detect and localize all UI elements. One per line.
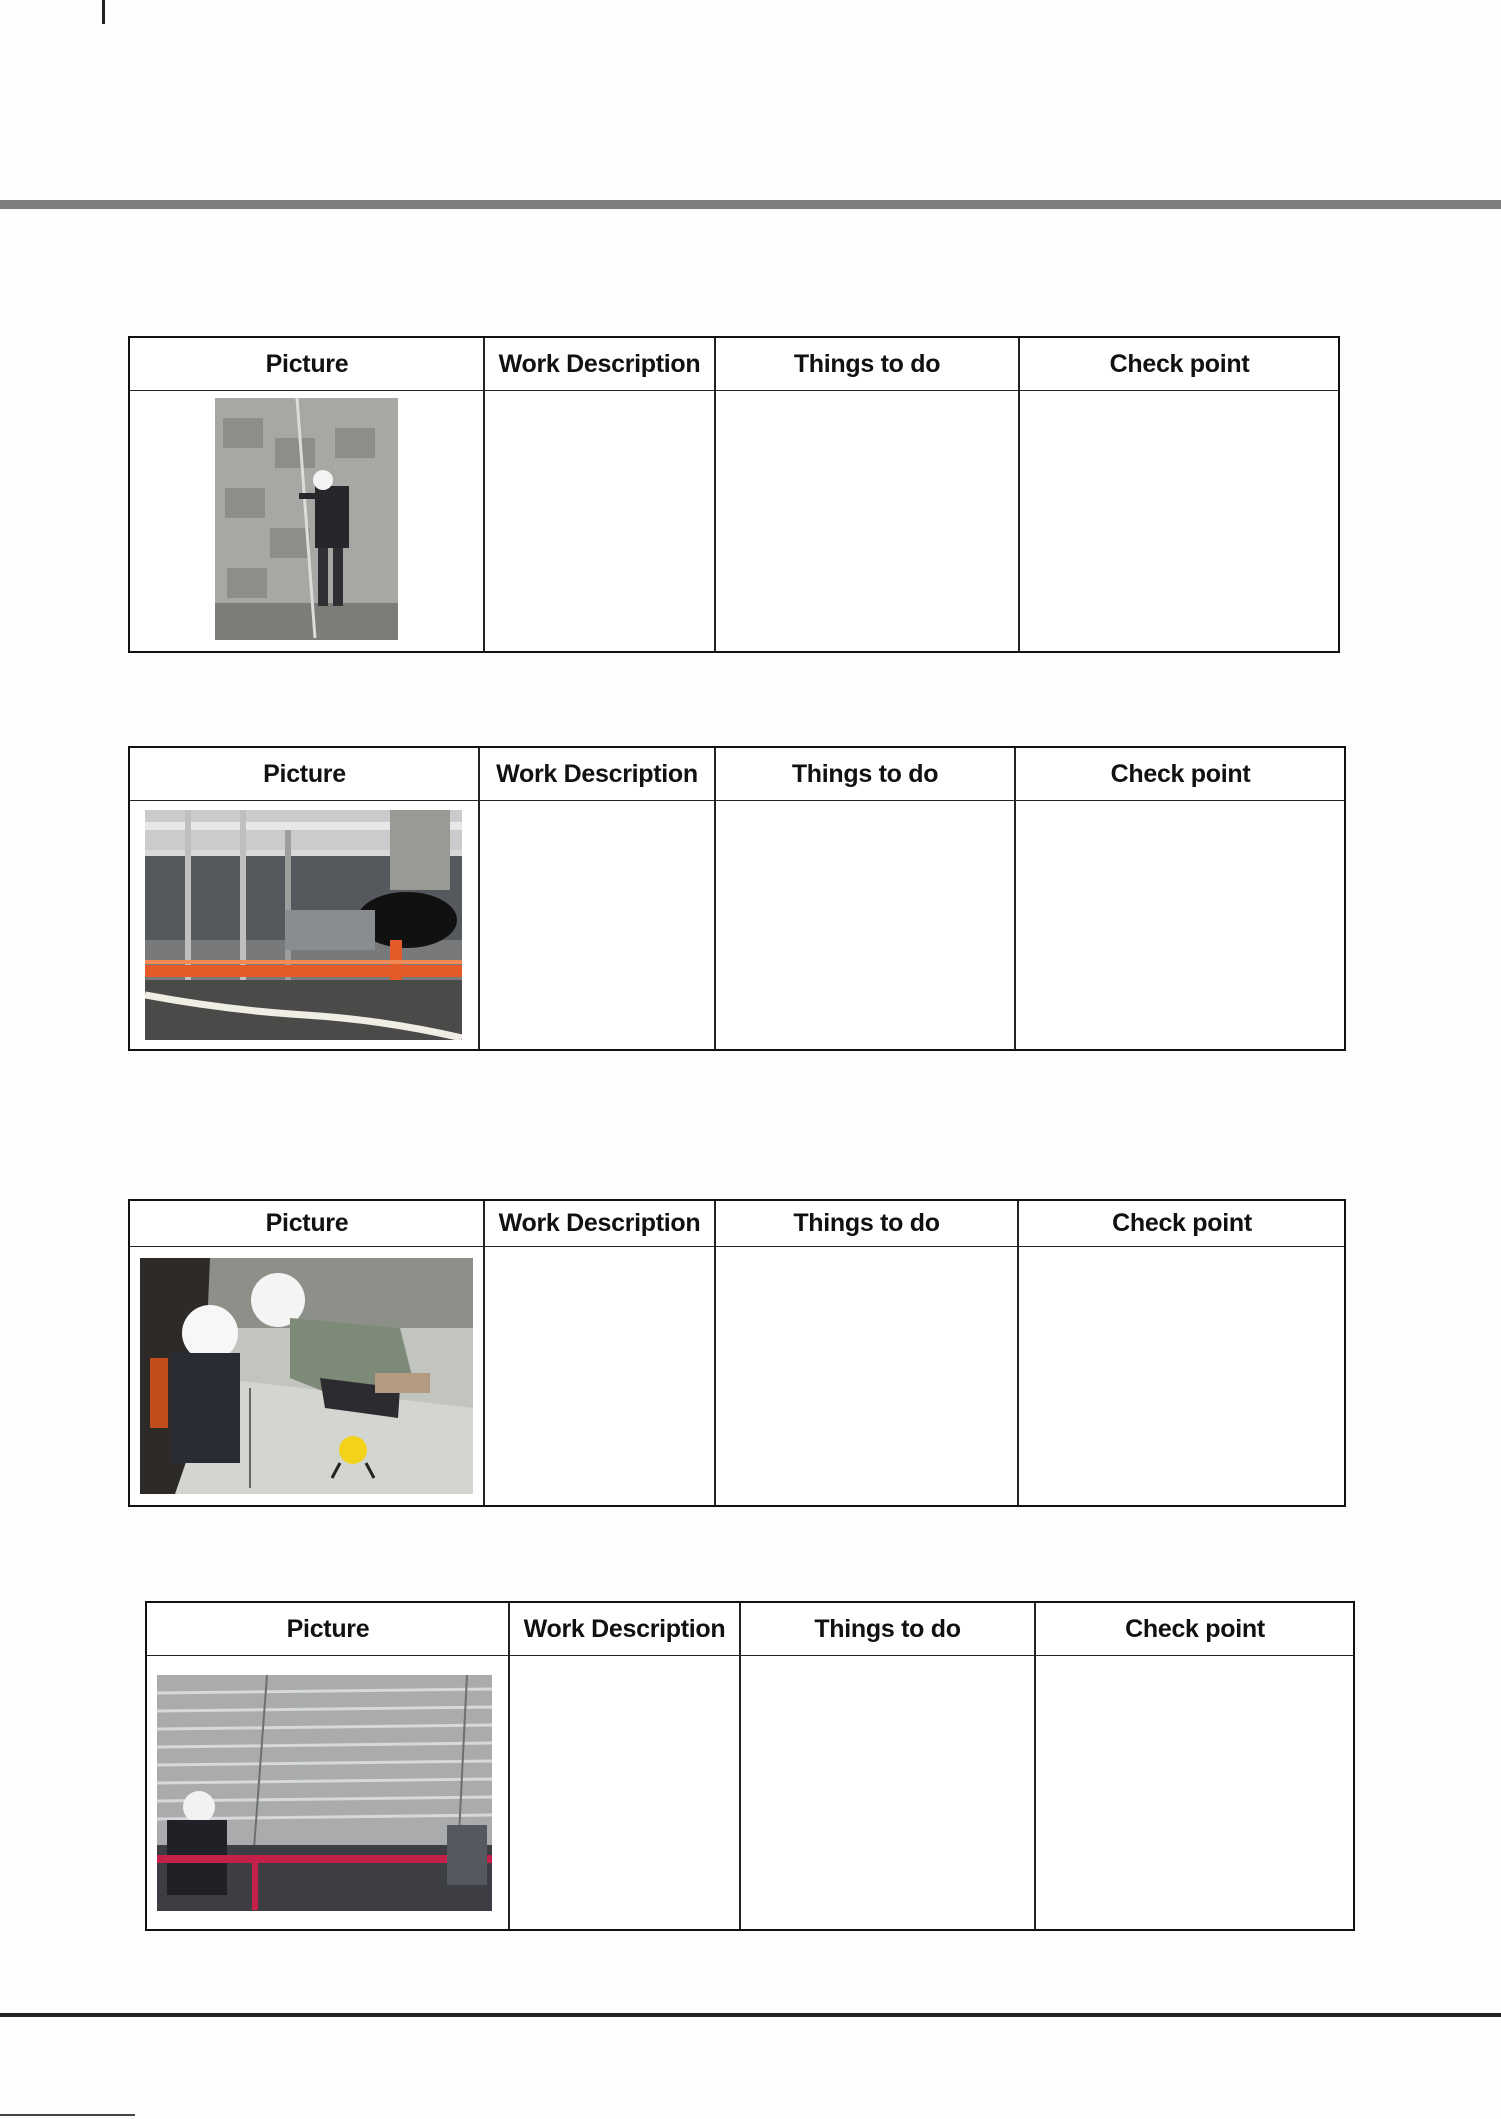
table-header [130,338,1338,391]
header-picture: Picture [265,1209,349,1237]
cell-work-description [486,1248,713,1506]
table-header [130,748,1344,801]
header-check-point: Check point [1112,1209,1252,1237]
cell-work-description [511,1657,738,1930]
header-work-description: Work Description [523,1614,726,1643]
header-work-description: Work Description [496,759,698,788]
table-header [147,1603,1353,1656]
workers-floor-marking-photo [140,1258,473,1494]
header-picture: Picture [265,349,349,378]
cell-check-point [1017,802,1345,1050]
header-picture: Picture [286,1614,370,1643]
cell-things-to-do [717,392,1017,652]
footer-rule [0,2013,1501,2017]
work-table-2 [128,746,1346,1051]
worker-on-scaffold-photo [145,810,462,1040]
cell-check-point [1037,1657,1354,1930]
footer-stub-rule [0,2114,135,2116]
cell-work-description [481,802,713,1050]
cell-check-point [1021,392,1339,652]
cell-things-to-do [742,1657,1033,1930]
work-table-4 [145,1601,1355,1931]
work-table-3 [128,1199,1346,1507]
work-table-1 [128,336,1340,653]
cell-check-point [1020,1248,1345,1506]
cell-things-to-do [717,802,1013,1050]
cell-work-description [486,392,714,652]
header-picture: Picture [263,759,346,788]
header-things-to-do: Things to do [791,759,939,788]
header-rule [0,200,1501,209]
worker-on-ladder-photo [215,398,398,640]
header-check-point: Check point [1109,349,1250,378]
header-things-to-do: Things to do [793,1209,940,1237]
header-things-to-do: Things to do [793,349,941,378]
header-check-point: Check point [1110,759,1251,788]
worker-ceiling-insulation-photo [157,1675,492,1911]
header-work-description: Work Description [498,1209,701,1237]
header-things-to-do: Things to do [814,1614,961,1643]
table-header [130,1201,1344,1247]
page-margin-tick [102,0,105,24]
header-check-point: Check point [1125,1614,1265,1643]
cell-things-to-do [717,1248,1016,1506]
header-work-description: Work Description [498,349,701,378]
